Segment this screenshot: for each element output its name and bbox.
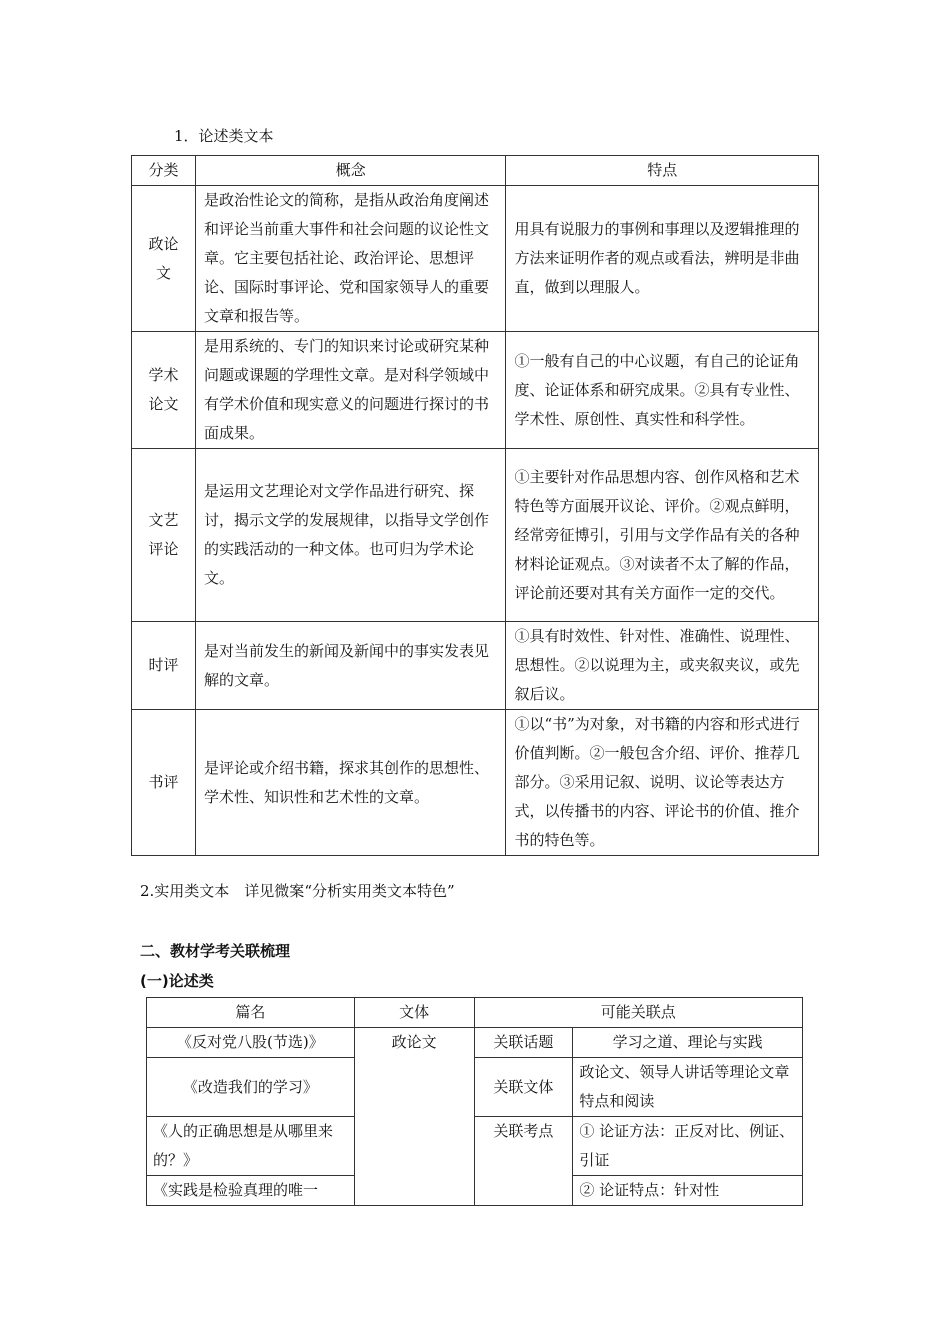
header-genre: 文体 [354, 998, 474, 1028]
section-title-argumentative: 1．论述类文本 [174, 127, 274, 145]
link-value: ① 论证方法：正反对比、例证、引证 [573, 1117, 803, 1176]
argumentative-text-table [131, 155, 819, 856]
row-category: 文艺评论 [132, 449, 196, 622]
row-feature: ①具有时效性、针对性、准确性、说理性、思想性。②以说理为主，或夹叙夹议，或先叙后议。 [506, 622, 819, 710]
table-row [132, 332, 819, 449]
table-row [147, 1117, 803, 1176]
link-value: 政论文、领导人讲话等理论文章特点和阅读 [573, 1058, 803, 1117]
header-feature: 特点 [506, 156, 819, 186]
subsection-heading-argumentative: (一)论述类 [140, 972, 214, 990]
practical-text-note: 2.实用类文本 详见微案“分析实用类文本特色” [140, 882, 455, 900]
row-concept: 是对当前发生的新闻及新闻中的事实发表见解的文章。 [195, 622, 505, 710]
table-row [132, 449, 819, 622]
table-row [147, 1028, 803, 1058]
header-links: 可能关联点 [474, 998, 803, 1028]
table-header-row [147, 998, 803, 1028]
link-label: 关联文体 [474, 1058, 573, 1117]
row-feature: ①以“书”为对象，对书籍的内容和形式进行价值判断。②一般包含介绍、评价、推荐几部分。③采用记叙、说明、议论等表达方式，以传播书的内容、评论书的价值、推介书的特色等。 [506, 710, 819, 856]
row-feature: 用具有说服力的事例和事理以及逻辑推理的方法来证明作者的观点或看法，辨明是非曲直，做到以理服人。 [506, 186, 819, 332]
row-concept: 是运用文艺理论对文学作品进行研究、探讨，揭示文学的发展规律，以指导文学创作的实践活动的一种文体。也可归为学术论文。 [195, 449, 505, 622]
table-header-row [132, 156, 819, 186]
row-concept: 是用系统的、专门的知识来讨论或研究某种问题或课题的学理性文章。是对科学领域中有学术价值和现实意义的问题进行探讨的书面成果。 [195, 332, 505, 449]
article-title: 《实践是检验真理的唯一 [147, 1176, 355, 1206]
row-concept: 是政治性论文的简称，是指从政治角度阐述和评论当前重大事件和社会问题的议论性文章。它主要包括社论、政治评论、思想评论、国际时事评论、党和国家领导人的重要文章和报告等。 [195, 186, 505, 332]
textbook-link-table [146, 997, 803, 1206]
link-label: 关联话题 [474, 1028, 573, 1058]
row-category: 学术论文 [132, 332, 196, 449]
table-row [132, 622, 819, 710]
link-label: 关联考点 [474, 1117, 573, 1206]
article-title: 《人的正确思想是从哪里来的？》 [147, 1117, 355, 1176]
row-category: 书评 [132, 710, 196, 856]
row-category: 时评 [132, 622, 196, 710]
article-title: 《改造我们的学习》 [147, 1058, 355, 1117]
table-row [132, 186, 819, 332]
row-feature: ①主要针对作品思想内容、创作风格和艺术特色等方面展开议论、评价。②观点鲜明，经常旁征博引，引用与文学作品有关的各种材料论证观点。③对读者不太了解的作品，评论前还要对其有关方面作一定的交代。 [506, 449, 819, 622]
article-title: 《反对党八股(节选)》 [147, 1028, 355, 1058]
article-genre: 政论文 [354, 1028, 474, 1206]
section-heading-textbook: 二、教材学考关联梳理 [140, 942, 291, 960]
link-value: 学习之道、理论与实践 [573, 1028, 803, 1058]
table-row [132, 710, 819, 856]
row-feature: ①一般有自己的中心议题，有自己的论证角度、论证体系和研究成果。②具有专业性、学术性、原创性、真实性和科学性。 [506, 332, 819, 449]
row-concept: 是评论或介绍书籍，探求其创作的思想性、学术性、知识性和艺术性的文章。 [195, 710, 505, 856]
header-title: 篇名 [147, 998, 355, 1028]
link-value: ② 论证特点：针对性 [573, 1176, 803, 1206]
header-category: 分类 [132, 156, 196, 186]
row-category: 政论文 [132, 186, 196, 332]
header-concept: 概念 [195, 156, 505, 186]
table-row [147, 1058, 803, 1117]
